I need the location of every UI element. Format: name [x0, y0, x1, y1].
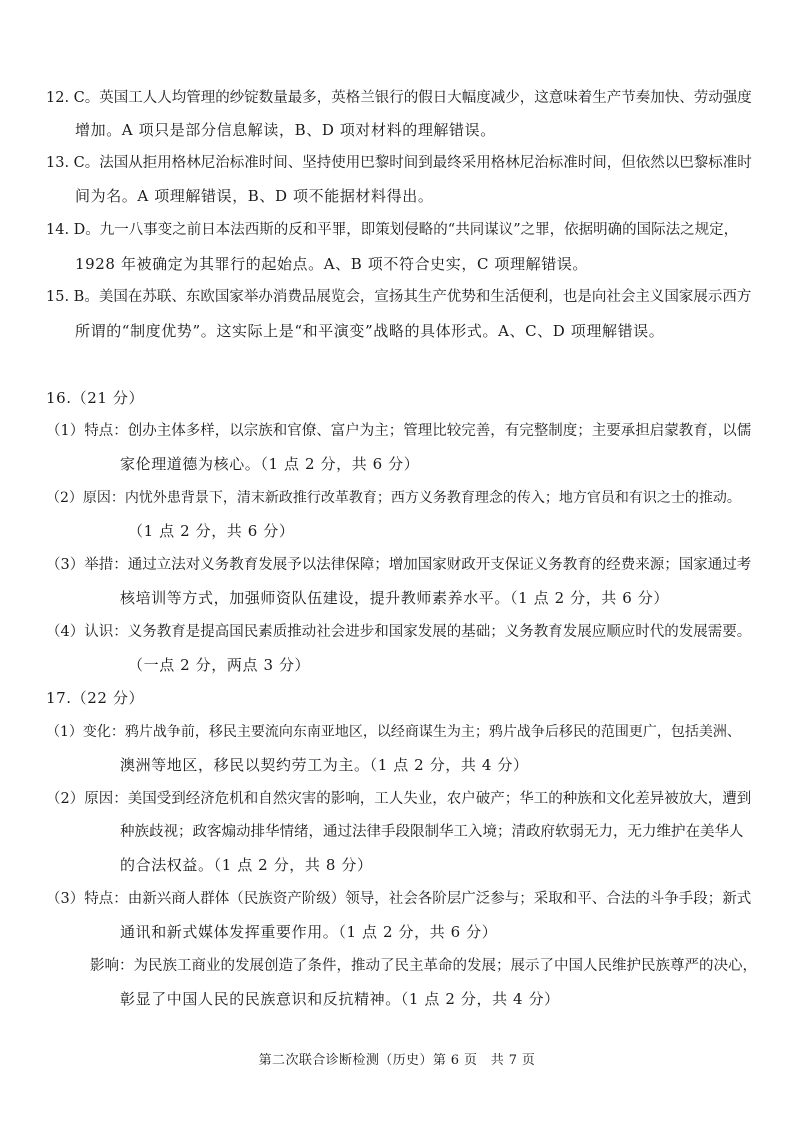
answer-line: 间为名。A 项理解错误，B、D 项不能据材料得出。: [75, 187, 434, 205]
answer-line: （一点 2 分，两点 3 分）: [128, 656, 311, 674]
answer-line: （3）特点：由新兴商人群体（民族资产阶级）领导，社会各阶层广泛参与；采取和平、合法的斗争手段；新式: [46, 891, 752, 907]
answer-line: （3）举措：通过立法对义务教育发展予以法律保障；增加国家财政开支保证义务教育的经费来源；国家通过考: [46, 557, 752, 573]
answer-line: 种族歧视；政客煽动排华情绪，通过法律手段限制华工入境；清政府软弱无力，无力维护在美华人: [120, 824, 744, 840]
question-17-header: 17.（22 分）: [46, 689, 145, 707]
answer-line: 1928 年被确定为其罪行的起始点。A、B 项不符合史实，C 项理解错误。: [75, 255, 589, 273]
answer-line: 的合法权益。（1 点 2 分，共 8 分）: [120, 856, 373, 874]
question-16-header: 16.（21 分）: [46, 389, 145, 407]
answer-line: 12. C。英国工人人均管理的纱锭数量最多，英格兰银行的假日大幅度减少，这意味着生产节奏加快、劳动强度: [46, 90, 752, 106]
answer-line: 13. C。法国从拒用格林尼治标准时间、坚持使用巴黎时间到最终采用格林尼治标准时间，但依然以巴黎标准时: [46, 155, 752, 171]
answer-line: （2）原因：美国受到经济危机和自然灾害的影响，工人失业，农户破产；华工的种族和文化差异被放大，遭到: [46, 791, 752, 807]
page-footer: 第二次联合诊断检测（历史）第 6 页 共 7 页: [258, 1053, 536, 1068]
answer-line: 通讯和新式媒体发挥重要作用。（1 点 2 分，共 6 分）: [120, 923, 498, 941]
answer-line: （2）原因：内忧外患背景下，清末新政推行改革教育；西方义务教育理念的传入；地方官员和有识之士的推动。: [46, 490, 741, 506]
answer-line: （4）认识：义务教育是提高国民素质推动社会进步和国家发展的基础；义务教育发展应顺应时代的发展需要。: [46, 624, 752, 640]
answer-line: 所谓的“制度优势”。这实际上是“和平演变”战略的具体形式。A、C、D 项理解错误。: [75, 322, 665, 340]
answer-line: （1 点 2 分，共 6 分）: [128, 522, 295, 540]
answer-line: 15. B。美国在苏联、东欧国家举办消费品展览会，宣扬其生产优势和生活便利，也是向社会主义国家展示西方: [46, 289, 752, 305]
answer-line: 增加。A 项只是部分信息解读，B、D 项对材料的理解错误。: [75, 121, 496, 139]
answer-line: 14. D。九一八事变之前日本法西斯的反和平罪，即策划侵略的“共同谋议”之罪，依据明确的国际法之规定，: [46, 222, 739, 238]
answer-line: 澳洲等地区，移民以契约劳工为主。（1 点 2 分，共 4 分）: [120, 756, 529, 774]
answer-line: 影响：为民族工商业的发展创造了条件，推动了民主革命的发展；展示了中国人民维护民族尊严的决心，: [90, 958, 757, 974]
answer-line: 核培训等方式，加强师资队伍建设，提升教师素养水平。（1 点 2 分，共 6 分）: [120, 589, 669, 607]
answer-line: 彰显了中国人民的民族意识和反抗精神。（1 点 2 分，共 4 分）: [120, 990, 560, 1008]
answer-line: 家伦理道德为核心。（1 点 2 分，共 6 分）: [120, 455, 420, 473]
answer-line: （1）特点：创办主体多样，以宗族和官僚、富户为主；管理比较完善，有完整制度；主要承担启蒙教育，以儒: [46, 423, 752, 439]
answer-line: （1）变化：鸦片战争前，移民主要流向东南亚地区，以经商谋生为主；鸦片战争后移民的范围更广，包括美洲、: [46, 724, 741, 740]
